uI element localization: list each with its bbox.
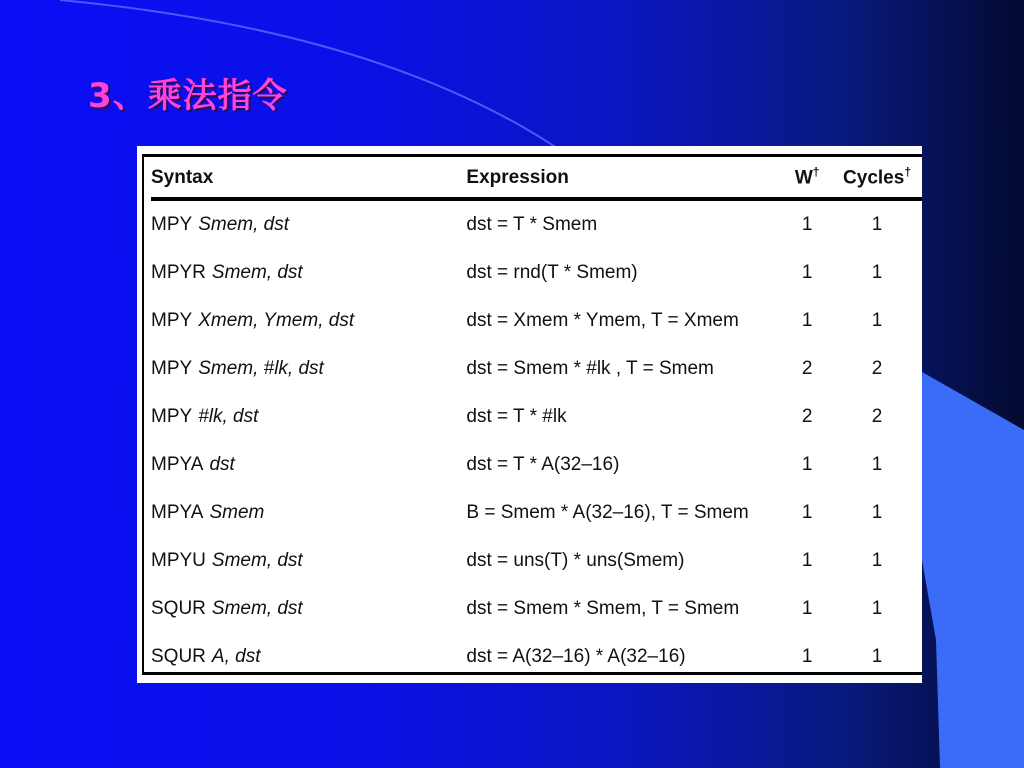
multiply-instruction-table <box>151 158 922 681</box>
syntax-cell <box>151 633 466 681</box>
expression-cell: dst = T * #lk <box>466 406 567 427</box>
table-row <box>151 585 922 633</box>
words-cell: 2 <box>801 406 813 427</box>
mnemonic: SQUR <box>151 646 206 667</box>
syntax-cell <box>151 393 466 441</box>
mnemonic: MPYU <box>151 550 206 571</box>
operands: Xmem, Ymem, dst <box>198 310 355 331</box>
operands: Smem, #lk, dst <box>198 358 324 379</box>
header-expression: Expression <box>466 158 782 199</box>
header-syntax: Syntax <box>151 158 466 199</box>
decor-corner-shape <box>922 372 1024 768</box>
table-left-rule <box>142 154 144 675</box>
slide-title: 3、乘法指令 <box>88 76 288 116</box>
operands: Smem, dst <box>211 550 303 571</box>
cycles-cell: 1 <box>871 454 883 475</box>
syntax-cell <box>151 249 466 297</box>
expression-cell: dst = rnd(T * Smem) <box>466 262 638 283</box>
table-row <box>151 633 922 681</box>
cycles-cell: 2 <box>871 358 883 379</box>
syntax-cell <box>151 585 466 633</box>
expression-cell: dst = Xmem * Ymem, T = Xmem <box>466 310 739 331</box>
words-cell: 1 <box>801 646 813 667</box>
header-words <box>782 158 832 199</box>
expression-cell: dst = A(32–16) * A(32–16) <box>466 646 686 667</box>
expression-cell: dst = T * Smem <box>466 214 598 235</box>
table-row <box>151 345 922 393</box>
mnemonic: MPYA <box>151 502 204 523</box>
expression-cell: dst = T * A(32–16) <box>466 454 620 475</box>
table-row <box>151 441 922 489</box>
mnemonic: MPY <box>151 358 193 379</box>
operands: Smem <box>209 502 265 523</box>
mnemonic: MPYR <box>151 262 206 283</box>
syntax-cell <box>151 297 466 345</box>
mnemonic: MPY <box>151 406 193 427</box>
mnemonic: SQUR <box>151 598 206 619</box>
instruction-table-card <box>137 146 922 683</box>
cycles-cell: 1 <box>871 214 883 235</box>
cycles-cell: 1 <box>871 502 883 523</box>
operands: Smem, dst <box>211 262 303 283</box>
table-header-row <box>151 158 922 199</box>
words-cell: 1 <box>801 310 813 331</box>
cycles-cell: 2 <box>871 406 883 427</box>
cycles-cell: 1 <box>871 262 883 283</box>
mnemonic: MPY <box>151 310 193 331</box>
header-words-label: W <box>794 167 813 189</box>
table-row <box>151 199 922 249</box>
table-row <box>151 249 922 297</box>
header-words-dagger: † <box>812 165 820 180</box>
words-cell: 2 <box>801 358 813 379</box>
cycles-cell: 1 <box>871 550 883 571</box>
table-row <box>151 537 922 585</box>
operands: dst <box>209 454 235 475</box>
syntax-cell <box>151 441 466 489</box>
words-cell: 1 <box>801 550 813 571</box>
words-cell: 1 <box>801 598 813 619</box>
operands: Smem, dst <box>211 598 303 619</box>
syntax-cell <box>151 489 466 537</box>
words-cell: 1 <box>801 214 813 235</box>
words-cell: 1 <box>801 454 813 475</box>
operands: #lk, dst <box>198 406 259 427</box>
syntax-cell <box>151 199 466 249</box>
cycles-cell: 1 <box>871 310 883 331</box>
table-top-rule <box>142 154 922 157</box>
operands: A, dst <box>211 646 261 667</box>
syntax-cell <box>151 537 466 585</box>
expression-cell: dst = Smem * #lk , T = Smem <box>466 358 714 379</box>
cycles-cell: 1 <box>871 598 883 619</box>
expression-cell: dst = Smem * Smem, T = Smem <box>466 598 740 619</box>
operands: Smem, dst <box>198 214 289 235</box>
header-cycles-dagger: † <box>904 165 912 180</box>
expression-cell: B = Smem * A(32–16), T = Smem <box>466 502 749 523</box>
header-cycles-label: Cycles <box>843 167 905 189</box>
mnemonic: MPYA <box>151 454 204 475</box>
header-cycles <box>832 158 922 199</box>
table-row <box>151 297 922 345</box>
syntax-cell <box>151 345 466 393</box>
table-row <box>151 489 922 537</box>
table-row <box>151 393 922 441</box>
words-cell: 1 <box>801 262 813 283</box>
mnemonic: MPY <box>151 214 193 235</box>
cycles-cell: 1 <box>871 646 883 667</box>
expression-cell: dst = uns(T) * uns(Smem) <box>466 550 685 571</box>
words-cell: 1 <box>801 502 813 523</box>
